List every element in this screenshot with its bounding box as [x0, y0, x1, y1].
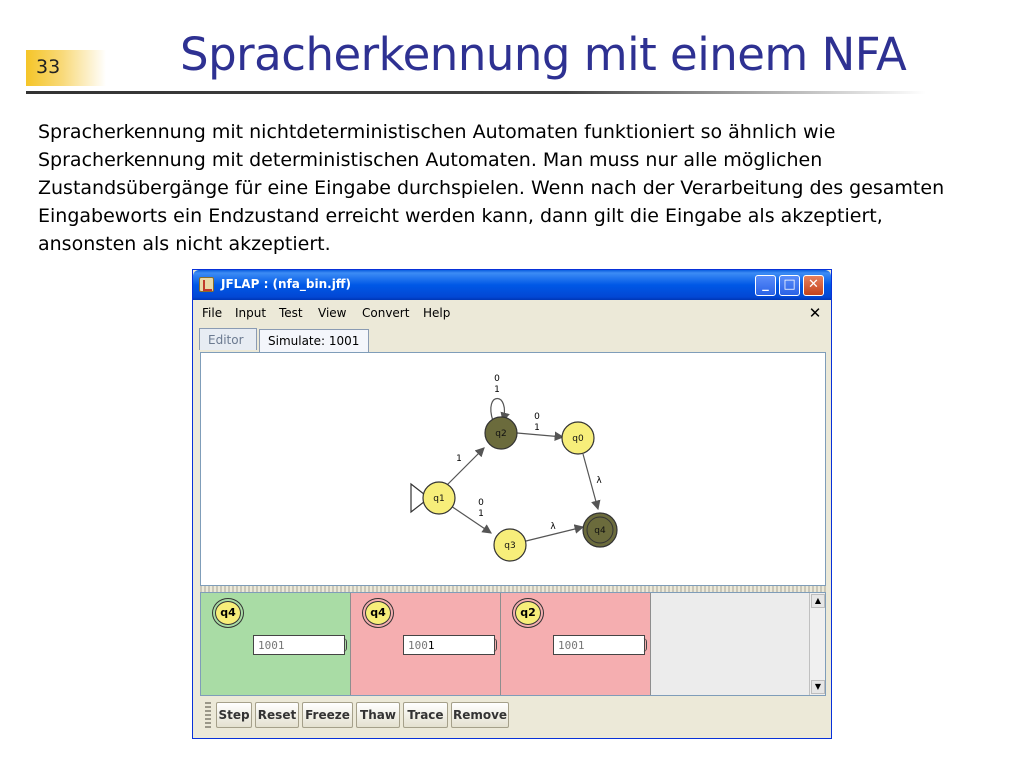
tab-editor[interactable]: Editor — [199, 328, 257, 350]
simulation-toolbar — [200, 698, 826, 732]
configurations-scrollbar[interactable] — [809, 593, 825, 695]
transition-label: 0 — [534, 412, 540, 422]
remove-button[interactable]: Remove — [451, 702, 509, 728]
window-titlebar[interactable] — [193, 270, 831, 300]
transition-label: 0 — [494, 374, 500, 384]
config-tape — [253, 635, 345, 655]
body-line: Spracherkennung mit nichtdeterministischen Automaten funktioniert so ähnlich wie — [38, 121, 836, 143]
state-label: q2 — [495, 429, 507, 439]
title-divider — [26, 91, 926, 94]
jflap-app-icon[interactable] — [199, 277, 214, 292]
body-line: Spracherkennung mit deterministischen Automaten. Man muss nur alle möglichen — [38, 149, 823, 171]
config-state-icon: q2 — [515, 601, 541, 625]
close-window-button[interactable]: ✕ — [803, 275, 824, 296]
step-button[interactable]: Step — [216, 702, 252, 728]
transition-label: 1 — [534, 423, 540, 433]
transition-label: λ — [596, 476, 602, 486]
state-q2[interactable] — [485, 417, 517, 449]
jflap-window — [192, 269, 832, 739]
configuration-card[interactable] — [501, 593, 651, 695]
window-title: JFLAP : (nfa_bin.jff) — [221, 277, 352, 291]
transition-q1-q2[interactable] — [447, 448, 484, 485]
config-tape — [553, 635, 645, 655]
scroll-up-arrow-icon[interactable]: ▲ — [811, 594, 825, 608]
config-tape — [403, 635, 495, 655]
configurations-panel — [200, 592, 826, 696]
thaw-button[interactable]: Thaw — [356, 702, 400, 728]
transition-label: λ — [550, 522, 556, 532]
transition-q3-q4[interactable] — [526, 522, 583, 541]
menu-test[interactable]: Test — [279, 306, 303, 320]
menu-help[interactable]: Help — [423, 306, 451, 320]
transition-label: 1 — [456, 454, 462, 464]
menu-view[interactable]: View — [318, 306, 347, 320]
configuration-card[interactable] — [201, 593, 351, 695]
transition-q0-q4[interactable] — [583, 454, 602, 509]
trace-button[interactable]: Trace — [403, 702, 448, 728]
maximize-button[interactable]: □ — [779, 275, 800, 296]
minimize-button[interactable]: _ — [755, 275, 776, 296]
menu-file[interactable]: File — [202, 306, 223, 320]
state-q3[interactable] — [494, 529, 526, 561]
reset-button[interactable]: Reset — [255, 702, 299, 728]
transition-label: 1 — [478, 509, 484, 519]
menu-bar — [193, 300, 831, 326]
slide-body-text — [38, 118, 998, 258]
slide-title: Spracherkennung mit einem NFA — [180, 28, 907, 81]
body-line: Eingabeworts ein Endzustand erreicht werden kann, dann gilt die Eingabe als akzeptiert, — [38, 205, 883, 227]
state-q1[interactable] — [423, 482, 455, 514]
config-state-icon: q4 — [215, 601, 241, 625]
close-tab-icon[interactable]: ✕ — [808, 304, 822, 322]
transition-q2-q0[interactable] — [517, 412, 563, 437]
body-line: ansonsten als nicht akzeptiert. — [38, 233, 331, 255]
slide-number-badge — [26, 50, 106, 86]
state-label: q3 — [504, 541, 516, 551]
transition-q1-q3[interactable] — [451, 498, 491, 533]
menu-input[interactable]: Input — [235, 306, 267, 320]
toolbar-grip[interactable] — [205, 702, 211, 728]
transition-label: 1 — [494, 385, 500, 395]
tab-simulate[interactable]: Simulate: 1001 — [259, 329, 369, 352]
state-label: q1 — [433, 494, 445, 504]
transition-label: 0 — [478, 498, 484, 508]
menu-convert[interactable]: Convert — [362, 306, 410, 320]
freeze-button[interactable]: Freeze — [302, 702, 353, 728]
config-state-icon: q4 — [365, 601, 391, 625]
tape-read: 1001 — [558, 639, 585, 652]
automaton-diagram — [201, 353, 825, 585]
transition-q2-q2[interactable] — [491, 374, 505, 421]
state-label: q0 — [572, 434, 584, 444]
slide-number: 33 — [36, 56, 61, 78]
tape-unread: 1001 — [258, 639, 285, 652]
state-q0[interactable] — [562, 422, 594, 454]
scroll-down-arrow-icon[interactable]: ▼ — [811, 680, 825, 694]
state-label: q4 — [594, 526, 606, 536]
configuration-card[interactable] — [351, 593, 501, 695]
automaton-canvas[interactable] — [200, 352, 826, 586]
state-q4[interactable] — [583, 513, 617, 547]
tape-read: 100 — [408, 639, 428, 652]
tape-unread: 1 — [427, 639, 435, 652]
body-line: Zustandsübergänge für eine Eingabe durchspielen. Wenn nach der Verarbeitung des gesamten — [38, 177, 945, 199]
